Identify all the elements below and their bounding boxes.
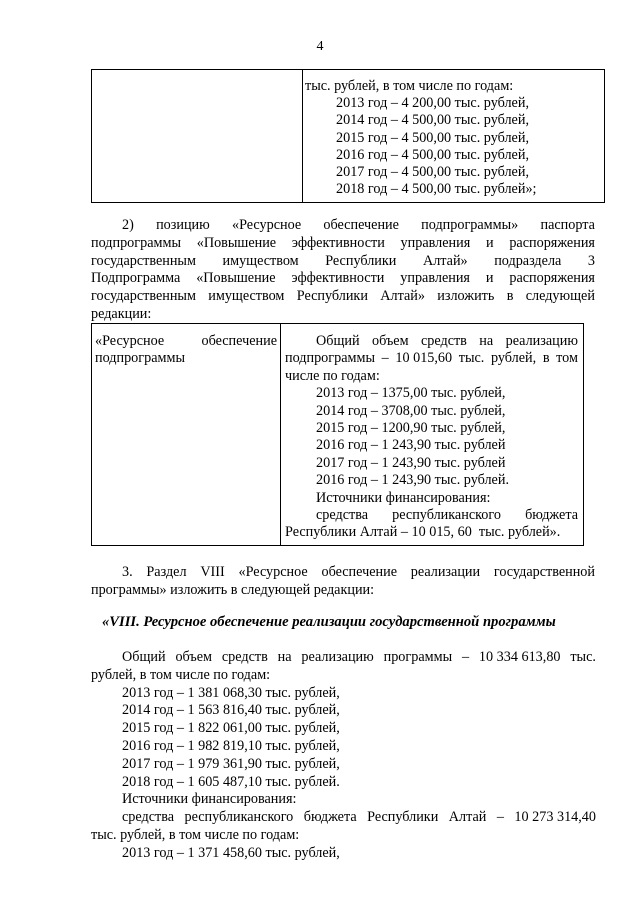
word: подпрограммы: [285, 350, 375, 367]
word: государственной: [493, 564, 595, 580]
year-line: 2017 год – 1 243,90 тыс. рублей: [316, 454, 506, 471]
word: «Ресурсное: [231, 217, 302, 233]
year-line: 2015 год – 1200,90 тыс. рублей,: [316, 419, 506, 436]
word: государственным: [91, 288, 196, 305]
word: распоряжения: [509, 234, 595, 251]
word: обеспечение: [201, 333, 277, 349]
text-line: [91, 217, 595, 235]
word: Республики: [296, 288, 368, 305]
word: Алтай: [448, 809, 487, 826]
word: 10 273 314,40: [514, 809, 596, 826]
text-line: рублей, в том числе по годам:: [91, 666, 271, 683]
word: 3.: [122, 564, 133, 580]
word: в: [542, 350, 550, 367]
paragraph-item-2: [91, 217, 595, 324]
text-line: числе по годам:: [285, 367, 380, 384]
word: реализации: [410, 564, 481, 580]
year-line: 2018 год – 1 605 487,10 тыс. рублей.: [122, 773, 340, 790]
word: «Ресурсное: [238, 564, 308, 580]
word: Раздел: [146, 564, 187, 580]
word: «Ресурсное: [95, 333, 165, 349]
word: управления: [400, 234, 471, 251]
text-line: тыс. рублей, в том числе по годам:: [91, 826, 300, 843]
word: и: [485, 270, 494, 287]
table-left-cell: [92, 324, 281, 545]
table-right-cell: [285, 333, 578, 542]
word: средств: [221, 649, 268, 665]
year-line: 2013 год – 1 381 068,30 тыс. рублей,: [122, 684, 340, 701]
word: Общий: [122, 649, 166, 665]
word: тыс.: [570, 649, 596, 665]
year-line: 2015 год – 4 500,00 тыс. рублей,: [336, 129, 529, 146]
section-body: [91, 649, 596, 863]
word: на: [277, 649, 292, 665]
year-line: 2014 год – 4 500,00 тыс. рублей,: [336, 112, 529, 129]
word: эффективности: [291, 270, 385, 287]
word: объем: [371, 333, 409, 349]
word: бюджета: [525, 506, 578, 523]
word: рублей,: [490, 350, 537, 367]
word: программы: [383, 649, 453, 665]
text-line: [91, 253, 595, 271]
text-line: [95, 333, 277, 350]
word: республиканского: [392, 506, 501, 523]
year-line: 2016 год – 1 243,90 тыс. рублей: [316, 437, 506, 454]
year-line: 2013 год – 4 200,00 тыс. рублей,: [336, 95, 529, 112]
word: Алтай»: [380, 288, 425, 305]
word: обеспечение: [323, 217, 399, 233]
text-line: Республики Алтай – 10 015, 60 тыс. рублей».: [285, 524, 561, 541]
table-left-cell: [92, 70, 303, 202]
word: имуществом: [222, 252, 299, 269]
text-line: редакции:: [91, 305, 152, 322]
word: Алтай»: [422, 252, 468, 269]
text-line: [91, 235, 595, 253]
year-line: 2016 год – 4 500,00 тыс. рублей,: [336, 146, 529, 163]
text-line: [285, 333, 578, 350]
year-line: 2018 год – 4 500,00 тыс. рублей»;: [336, 181, 537, 198]
word: 3: [587, 252, 595, 269]
text-line: [91, 564, 595, 582]
word: «Повышение: [196, 234, 277, 251]
word: Общий: [316, 333, 360, 349]
word: 10 015,60: [395, 350, 453, 367]
word: управления: [400, 270, 470, 287]
word: подпрограммы»: [421, 217, 519, 233]
word: «Повышение: [196, 270, 276, 287]
funding-table-continued: [91, 69, 605, 203]
word: том: [556, 350, 578, 367]
year-line: 2013 год – 1375,00 тыс. рублей,: [316, 385, 506, 402]
year-line: 2017 год – 4 500,00 тыс. рублей,: [336, 163, 529, 180]
word: в: [506, 288, 514, 305]
word: средства: [122, 809, 175, 826]
funding-sources-label: Источники финансирования:: [122, 791, 297, 808]
word: реализацию: [505, 333, 578, 349]
word: имуществом: [208, 288, 285, 305]
word: Республики: [325, 252, 397, 269]
text-line: [91, 649, 596, 667]
word: подпрограммы: [91, 234, 181, 251]
year-line: 2016 год – 1 982 819,10 тыс. рублей,: [122, 737, 340, 754]
word: обеспечение: [321, 564, 397, 580]
word: средств: [420, 333, 467, 349]
word: –: [496, 809, 504, 826]
word: эффективности: [291, 234, 385, 251]
word: бюджета: [303, 809, 357, 826]
text-line: [285, 350, 578, 367]
year-line: 2016 год – 1 243,90 тыс. рублей.: [316, 472, 509, 489]
table-right-cell: [305, 78, 537, 198]
word: паспорта: [540, 217, 595, 233]
word: 10 334 613,80: [478, 649, 561, 665]
word: –: [381, 350, 389, 367]
word: средства: [316, 506, 369, 523]
word: и: [485, 234, 494, 251]
word: 2): [122, 217, 134, 233]
year-line: 2013 год – 1 371 458,60 тыс. рублей,: [122, 844, 340, 861]
funding-sources-label: Источники финансирования:: [316, 489, 491, 506]
word: объем: [175, 649, 213, 665]
word: распоряжения: [509, 270, 595, 287]
text-line: подпрограммы: [95, 350, 185, 367]
word: на: [479, 333, 494, 349]
text-line: [285, 507, 578, 524]
year-line: 2014 год – 1 563 816,40 тыс. рублей,: [122, 702, 340, 719]
word: позицию: [156, 217, 210, 233]
table-intro-line: тыс. рублей, в том числе по годам:: [305, 78, 514, 94]
word: тыс.: [458, 350, 485, 367]
word: –: [461, 649, 470, 665]
text-line: [91, 809, 596, 827]
text-line: программы» изложить в следующей редакции:: [91, 581, 375, 598]
resource-provision-table: [91, 323, 584, 546]
word: Подпрограмма: [91, 270, 181, 287]
word: следующей: [525, 288, 595, 305]
word: VIII: [200, 564, 225, 580]
page-number: 4: [316, 39, 324, 54]
year-line: 2014 год – 3708,00 тыс. рублей,: [316, 402, 506, 419]
text-line: [91, 288, 595, 306]
word: государственным: [91, 252, 196, 269]
year-line: 2017 год – 1 979 361,90 тыс. рублей,: [122, 755, 340, 772]
word: Республики: [367, 809, 439, 826]
paragraph-item-3: [91, 564, 595, 600]
word: подраздела: [494, 252, 562, 269]
section-heading: «VIII. Ресурсное обеспечение реализации государственной программы: [102, 614, 556, 630]
word: изложить: [437, 288, 495, 305]
word: республиканского: [184, 809, 294, 826]
year-line: 2015 год – 1 822 061,00 тыс. рублей,: [122, 720, 340, 737]
word: реализацию: [301, 649, 374, 665]
text-line: [91, 270, 595, 288]
